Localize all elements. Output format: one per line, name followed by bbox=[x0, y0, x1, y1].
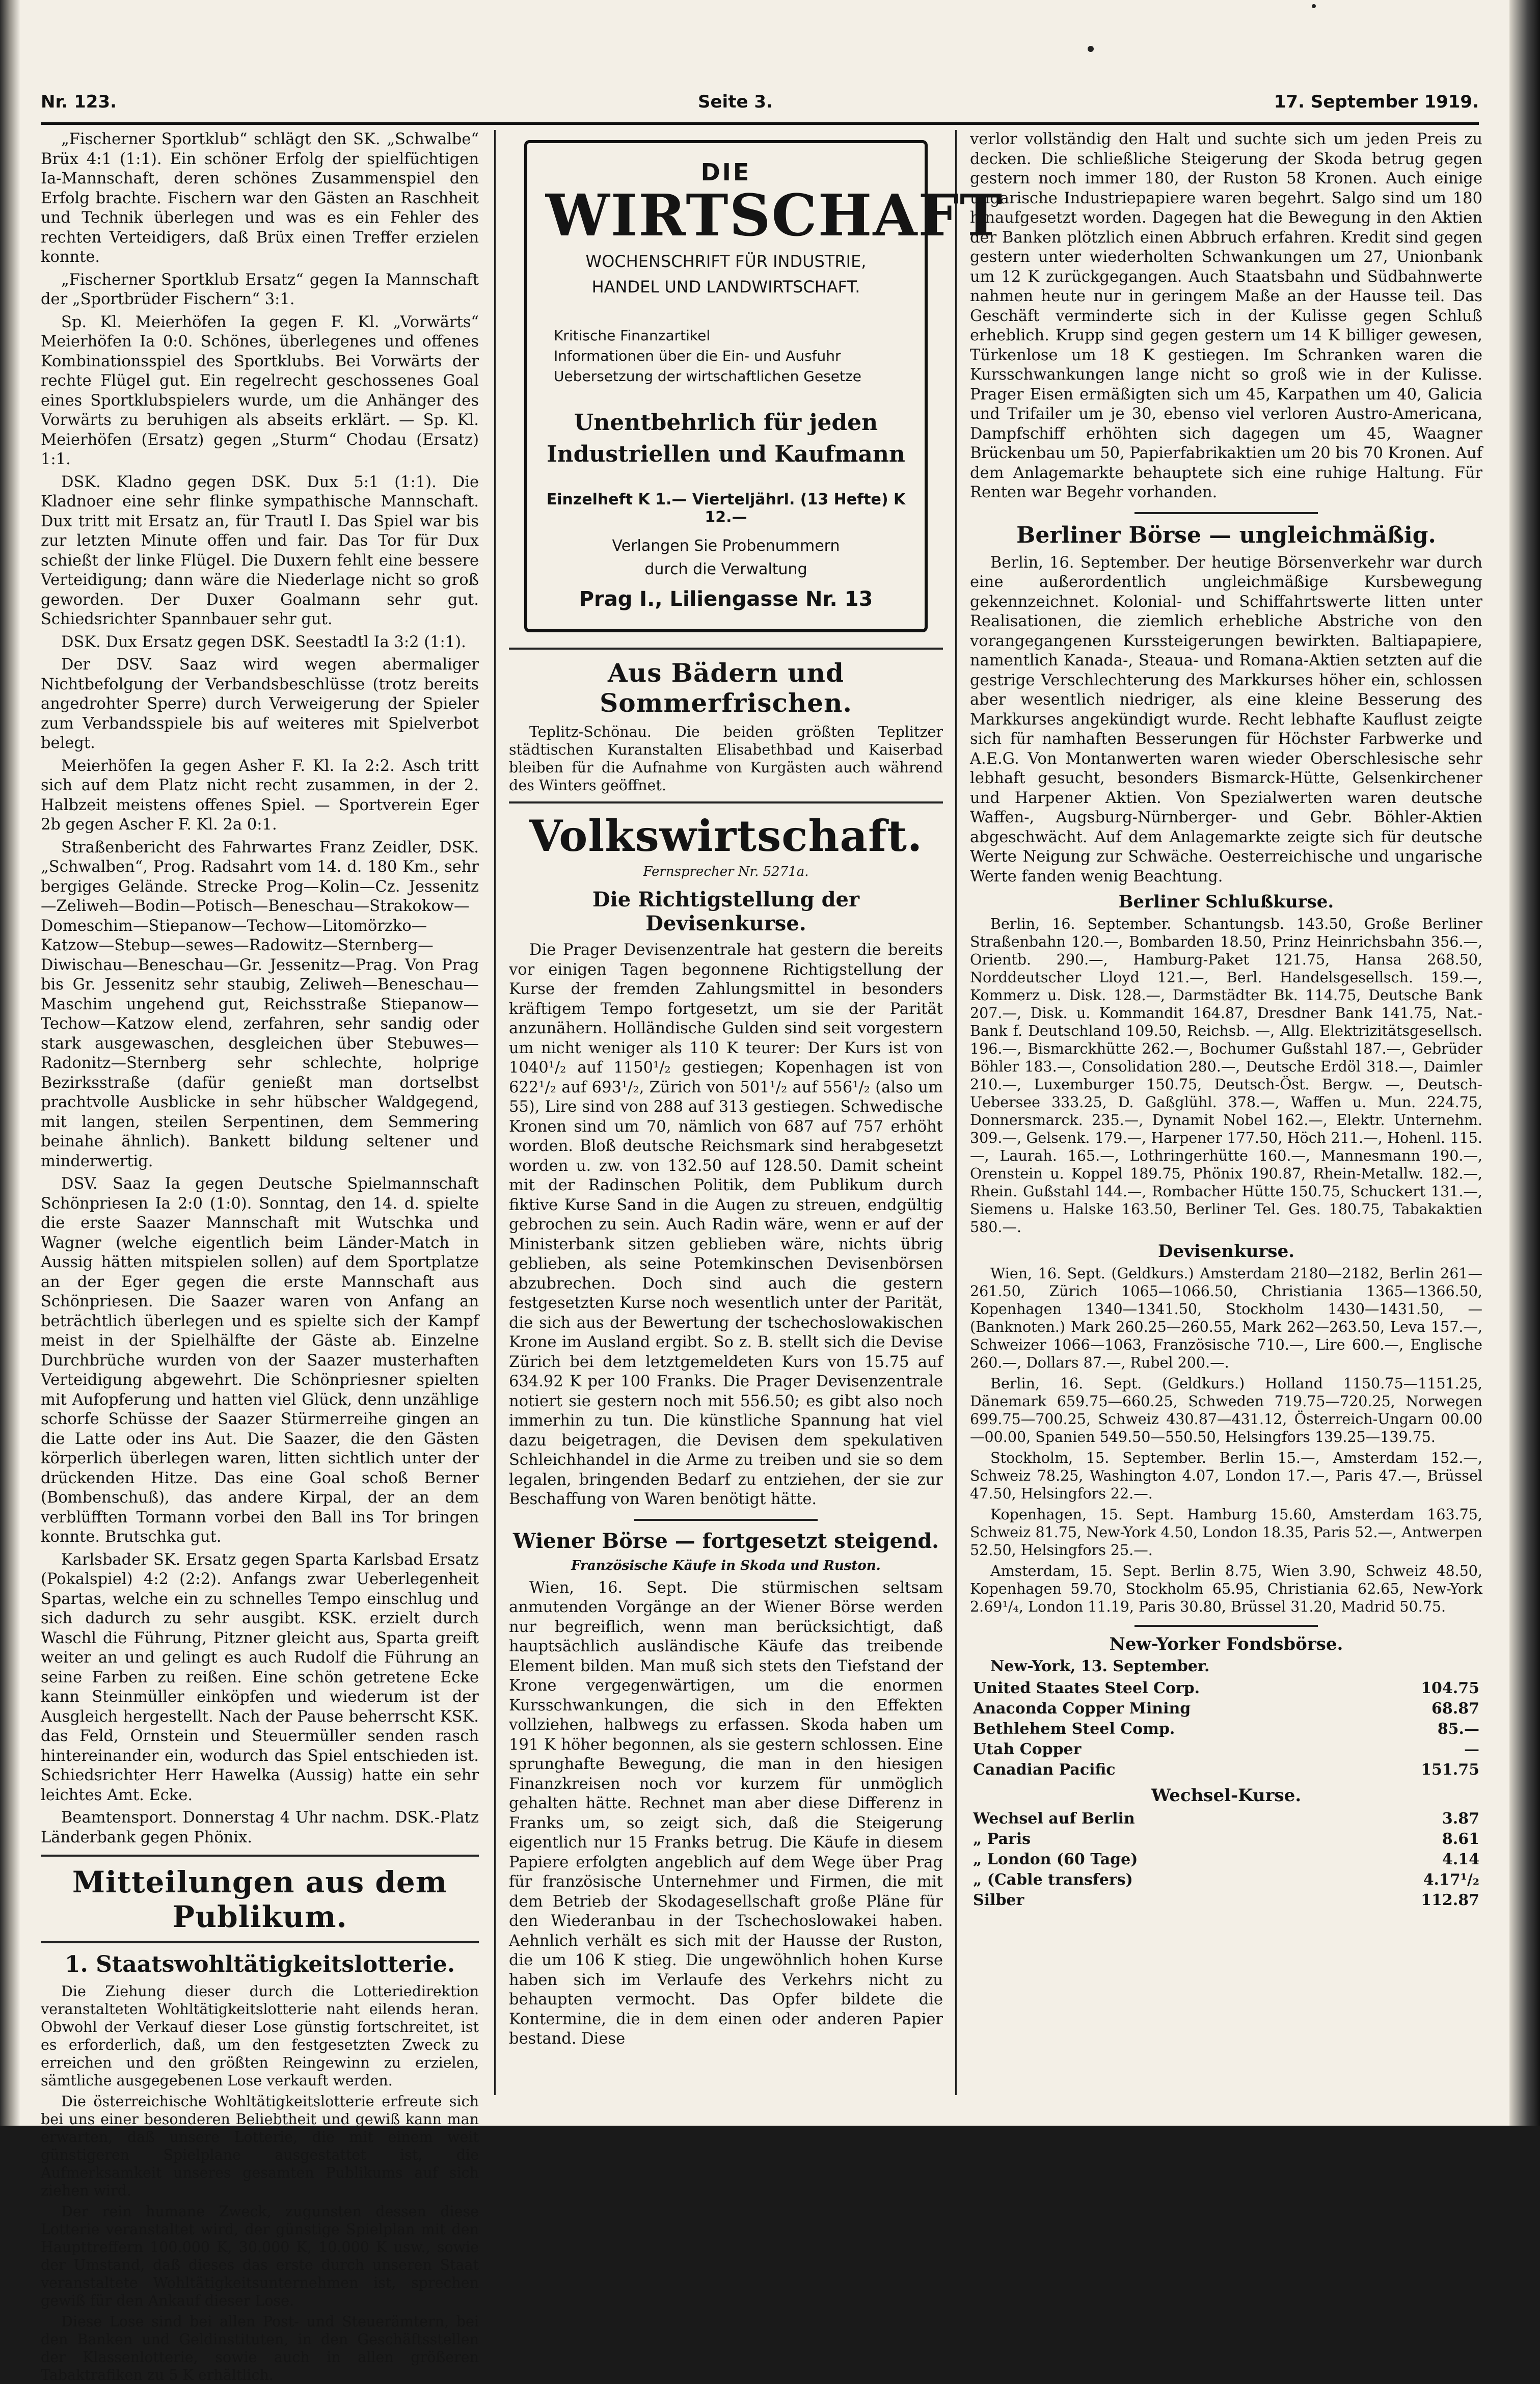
ad-order: durch die Verwaltung bbox=[644, 560, 807, 578]
stock-value: 104.75 bbox=[1421, 1679, 1479, 1697]
ad-feature-list bbox=[554, 326, 906, 387]
lottery-title: 1. Staatswohltätigkeitslotterie. bbox=[64, 1951, 455, 1977]
scan-edge-right bbox=[1509, 0, 1540, 2126]
exchange-value: 4.17¹/₂ bbox=[1423, 1871, 1479, 1889]
header-rule bbox=[41, 122, 1479, 125]
exchange-name: Wechsel auf Berlin bbox=[973, 1810, 1135, 1828]
ad-title: WIRTSCHAFT bbox=[546, 182, 1004, 249]
exchange-name: „ London (60 Tage) bbox=[973, 1851, 1138, 1868]
table-row bbox=[970, 1850, 1482, 1870]
column-right bbox=[963, 130, 1482, 2095]
stock-value: 151.75 bbox=[1421, 1761, 1479, 1779]
section-title-schlusskurse: Berliner Schlußkurse. bbox=[1118, 892, 1334, 912]
section-rule bbox=[509, 648, 943, 650]
article-subtitle: Französische Käufe in Skoda und Ruston. bbox=[571, 1558, 881, 1573]
section-title-baeder: Aus Bädern und Sommerfrischen. bbox=[600, 658, 852, 718]
lottery-paragraph: Der rein humane Zweck, zugunsten dessen diese Lotterie veranstaltet wird, der günstige Spielplan mit den Haupttreffern 100.000 K, 30.000 K, 10.000 K usw., sowie der Umstand, daß dieses das erste durch unseren Staat veranstaltete Wohltätigkeitsunternehmen ist, sprechen gewiß für den Ankauf dieser Lose. bbox=[41, 2203, 479, 2309]
stock-name: Anaconda Copper Mining bbox=[973, 1700, 1191, 1718]
ad-address: Prag I., Liliengasse Nr. 13 bbox=[579, 587, 873, 611]
sport-report: Meierhöfen Ia gegen Asher F. Kl. Ia 2:2. Asch tritt sich auf dem Platz nicht recht zusammen, in der 2. Halbzeit meistens offenes Spiel. — Sportverein Eger 2b gegen Ascher F. Kl. 2a 0:1. bbox=[41, 757, 479, 834]
column-left bbox=[41, 130, 489, 2383]
exchange-table bbox=[970, 1809, 1482, 1911]
ad-price: Einzelheft K 1.— Vierteljährl. (13 Hefte) K 12.— bbox=[546, 491, 906, 526]
sport-report: „Fischerner Sportklub“ schlägt den SK. „Schwalbe“ Brüx 4:1 (1:1). Ein schöner Erfolg der spielfüchtigen Ia-Mannschaft, deren schönes Zusammenspiel den Erfolg brachte. Fischern war den Gästen an Raschheit und Technik überlegen und was es ein Fehler des rechten Verteidigers, daß Brüx einen Treffer erzielen konnte. bbox=[41, 130, 479, 266]
section-title-new-york: New-Yorker Fondsbörse. bbox=[1109, 1634, 1343, 1654]
page-number: Seite 3. bbox=[698, 92, 773, 112]
scan-edge-left bbox=[0, 0, 20, 2126]
ink-speck bbox=[1312, 4, 1316, 8]
match-report-karlsbad: Karlsbader SK. Ersatz gegen Sparta Karlsbad Ersatz (Pokalspiel) 4:2 (2:2). Anfangs zwar Ueberlegenheit Spartas, welche ein zu schnelles Tempo einschlug und sich dadurch zu sehr ausgibt. KSK. erzielt durch Waschl die Führung, Pitzner gleicht aus, Sparta greift weiter an und gelingt es auch Rudolf die Führung an seine Farben zu reißen. Eine schön getretene Ecke kann Steinmüller einköpfen und wiederum ist der Ausgleich hergestellt. Nach der Pause beherrscht KSK. das Feld, Ornstein und Steuermüller senden rasch hintereinander ein, wodurch das Spiel entschieden ist. Schiedsrichter Herr Hawelka (Aussig) hatte ein sehr leichtes Amt. Ecke. bbox=[41, 1550, 479, 1804]
sport-report: „Fischerner Sportklub Ersatz“ gegen Ia Mannschaft der „Sportbrüder Fischern“ 3:1. bbox=[41, 271, 479, 308]
exchange-value: 112.87 bbox=[1421, 1891, 1479, 1909]
official-sport-notice: Beamtensport. Donnerstag 4 Uhr nachm. DSK.-Platz Länderbank gegen Phönix. bbox=[41, 1809, 479, 1846]
ad-feature: Kritische Finanzartikel bbox=[554, 327, 711, 344]
section-rule bbox=[1134, 1625, 1318, 1627]
advertisement-wirtschaft bbox=[524, 140, 1004, 632]
ink-speck bbox=[1088, 46, 1094, 52]
table-row bbox=[970, 1699, 1482, 1719]
stock-name: Bethlehem Steel Comp. bbox=[973, 1720, 1175, 1738]
exchange-rates: Amsterdam, 15. Sept. Berlin 8.75, Wien 3.90, Schweiz 48.50, Kopenhagen 59.70, Stockholm 65.95, Christiania 62.65, New-York 2.69¹/₄, London 11.19, Paris 30.80, Brüssel 31.20, Madrid 50.75. bbox=[970, 1563, 1482, 1615]
exchange-rates: Stockholm, 15. September. Berlin 15.—, Amsterdam 152.—, Schweiz 78.25, Washington 4.07, London 17.—, Paris 47.—, Brüssel 47.50, Helsingfors 22.—. bbox=[970, 1450, 1482, 1502]
article-paragraph: Wien, 16. Sept. Die stürmischen seltsam anmutenden Vorgänge an der Wiener Börse werden nur begreiflich, wenn man berücksichtigt, daß hauptsächlich ausländische Käufe das treibende Element bilden. Man muß sich stets den Tiefstand der Krone vergegenwärtigen, um die enormen Kursschwankungen, die sich in den Effekten vollziehen, halbwegs zu erfassen. Skoda haben um 191 K höher begonnen, als sie gestern schlossen. Eine sprunghafte Bewegung, die man in den hiesigen Finanzkreisen noch vor kurzem für unmöglich gehalten hätte. Rechnet man aber diese Differenz in Franks um, so zeigt sich, daß die Steigerung eigentlich nur 15 Franks betrug. Die Käufe in diesem Papiere erfolgten angeblich auf dem Wege über Prag für französische Unternehmer und Firmen, die mit dem Betrieb der Skodagesellschaft große Pläne für den Wiederanbau in der Tschechoslowakei haben. Aehnlich verhält es sich mit der Hausse der Ruston, die um 106 K stieg. Die ungewöhnlich hohen Kurse haben sich im Verlaufe des Verkehrs nicht zu behaupten vermocht. Das Opfer bildete die Kontermine, die in dem einen oder anderen Papier bestand. Diese bbox=[509, 1578, 943, 2048]
section-title-devisenkurse: Devisenkurse. bbox=[1157, 1241, 1295, 1262]
stock-value: 85.— bbox=[1437, 1720, 1479, 1738]
section-title-wechselkurse: Wechsel-Kurse. bbox=[1151, 1785, 1302, 1806]
table-row bbox=[970, 1890, 1482, 1911]
exchange-name: Silber bbox=[973, 1891, 1024, 1909]
match-report-saaz: DSV. Saaz Ia gegen Deutsche Spielmannschaft Schönpriesen Ia 2:0 (1:0). Sonntag, den 14. d. spielte die erste Saazer Mannschaft mit Wutschka und Wagner (welche eigentlich beim Länder-Match in Aussig hätten mitspielen sollen) auf dem Sportplatze an der Eger gegen die erste Mannschaft aus Schönpriesen. Die Saazer waren von Anfang an beträchtlich überlegen und es spielte sich der Kampf meist in der Spielhälfte der Gäste ab. Einzelne Durchbrüche wurden von der Saazer musterhaften Verteidigung abgewehrt. Die Schönpriesner spielten mit Aufopferung und hatten viel Glück, denn unzählige schorfe Schüsse der Saazer Stürmerreihe gingen an die Latte oder ins Aut. Die Saazer, die den Gästen körperlich überlegen waren, litten sichtlich unter der drückenden Hitze. Das eine Goal schoß Berner (Bombenschuß), das andere Kirpal, der an dem verblüfften Tormann vorbei den Ball ins Tor bringen konnte. Brutschka gut. bbox=[41, 1175, 479, 1546]
column-divider bbox=[494, 130, 496, 2095]
dateline: New-York, 13. September. bbox=[990, 1657, 1210, 1675]
road-report: Straßenbericht des Fahrwartes Franz Zeidler, DSK. „Schwalben“, Prog. Radsahrt vom 14. d. 180 Km., sehr bergiges Gelände. Strecke Prog—Kolin—Cz. Jessenitz—Zeliweh—Bodin—Potisch—Beneschau—Strakokow—Domeschim—Stiepanow—Techow—Litomörzko—Katzow—Stebup—sewes—Radowitz—Sternberg—Diwischau—Beneschau—Gr. Jessenitz—Prag. Von Prag bis Gr. Jessenitz sehr staubig, Zeliweh—Beneschau—Maschim ungehend gut, Reichsstraße Stiepanow—Techow—Katzow elend, zerfahren, sehr sandig oder stark ausgewaschen, desgleichen über Stebuwes—Radonitz—Sternberg sehr schlechte, holprige Bezirksstraße (dafür genießt man dortselbst prachtvolle Ausblicke in sehr hübscher Waldgegend, mit langen, steilen Serpentinen, dem Semmering beinahe ähnlich). Bankett bildung seltener und minderwertig. bbox=[41, 838, 479, 1170]
lottery-paragraph: Die Ziehung dieser durch die Lotteriedirektion veranstalteten Wohltätigkeitslotterie naht eilends heran. Obwohl der Verkauf dieser Lose günstig fortschreitet, ist es erforderlich, daß, um den festgesetzten Zweck zu erreichen und den größten Reingewinn zu erzielen, sämtliche ausgegebenen Lose verkauft werden. bbox=[41, 1983, 479, 2089]
table-row bbox=[970, 1809, 1482, 1829]
article-continuation: verlor vollständig den Halt und suchte sich um jeden Preis zu decken. Die schließliche Steigerung der Skoda betrug gegen gestern noch immer 180, der Ruston 58 Kronen. Auch einige ungarische Industriepapiere waren begehrt. Salgo sind um 180 hinaufgesetzt worden. Dagegen hat die Bewegung in den Aktien der Banken plötzlich einen Abbruch erfahren. Kredit sind gegen gestern unter wiederholten Schwankungen um 27, Unionbank um 12 K zurückgegangen. Auch Staatsbahn und Südbahnwerte nahmen heute nur in geringem Maße an der Hausse teil. Das Geschäft verminderte sich in der Kulisse gegen Schluß erheblich. Krupp sind gegen gestern um 14 K billiger gewesen, Türkenlose um 18 K gestiegen. Im Schranken waren die Kursschwankungen lange nicht so groß wie in der Kulisse. Prager Eisen ermäßigten sich um 45, Karpathen um 40, Galicia und Trifailer um je 30, ebenso viel verloren Austro-Americana, Dampfschiff erhöhten sich dagegen um 45, Waagner Brückenbau um 50, Papierfabrikaktien um 20 bis 70 Kronen. Auf dem Anlagemarkte behauptete sich eine ruhige Haltung. Für Renten war Begehr vorhanden. bbox=[970, 130, 1482, 501]
ad-slogan: Unentbehrlich für jeden Industriellen und Kaufmann bbox=[547, 410, 905, 467]
ad-die: DIE bbox=[700, 158, 751, 186]
ad-subtitle: WOCHENSCHRIFT FÜR INDUSTRIE, bbox=[585, 252, 867, 271]
article-title-devisen: Die Richtigstellung der Devisenkurse. bbox=[592, 888, 860, 935]
sport-report: Sp. Kl. Meierhöfen Ia gegen F. Kl. „Vorwärts“ Meierhöfen Ia 0:0. Schönes, überlegenes und offenes Kombinationsspiel des Sportklubs. Bei Vorwärts der rechte Flügel gut. Ein regelrecht geschossenes Goal eines Sportklubspielers wurde, um die Anhänger des Vorwärts zu beruhigen als abseits erklärt. — Sp. Kl. Meierhöfen (Ersatz) gegen „Sturm“ Chodau (Ersatz) 1:1. bbox=[41, 313, 479, 468]
ad-order: Verlangen Sie Probenummern bbox=[612, 537, 840, 555]
stock-name: United Staates Steel Corp. bbox=[973, 1679, 1200, 1697]
stock-name: Utah Copper bbox=[973, 1740, 1082, 1758]
table-row bbox=[970, 1739, 1482, 1760]
stock-name: Canadian Pacific bbox=[973, 1761, 1116, 1779]
exchange-value: 8.61 bbox=[1442, 1830, 1479, 1848]
table-row bbox=[970, 1719, 1482, 1739]
stock-value: 68.87 bbox=[1431, 1700, 1479, 1718]
baeder-notice: Teplitz-Schönau. Die beiden größten Teplitzer städtischen Kuranstalten Elisabethbad und Kaiserbad bleiben für die Aufnahme von Kurgästen auch während des Winters geöffnet. bbox=[509, 724, 943, 794]
sport-report: Der DSV. Saaz wird wegen abermaliger Nichtbefolgung der Verbandsbeschlüsse (trotz bereits angedrohter Sperre) durch Verweigerung der Spieler zum Verbandsspiele bis auf weiteres mit Spielverbot belegt. bbox=[41, 656, 479, 752]
section-rule bbox=[41, 1941, 479, 1943]
lottery-paragraph: Diese Lose sind bei allen Post- und Steuerämtern, bei den Banken und Geldinstituten, in den Geschäftsstellen der Klassenlotterie, sowie auch in allen größeren Tabaktrafiken zu 5 K erhältlich. bbox=[41, 2313, 479, 2383]
section-rule bbox=[1134, 512, 1318, 514]
table-row bbox=[970, 1829, 1482, 1850]
issue-date: 17. September 1919. bbox=[1274, 92, 1479, 112]
article-title-wiener-boerse: Wiener Börse — fortgesetzt steigend. bbox=[512, 1529, 939, 1553]
exchange-name: „ Paris bbox=[973, 1830, 1031, 1848]
exchange-name: „ (Cable transfers) bbox=[973, 1871, 1133, 1889]
sport-report: DSK. Dux Ersatz gegen DSK. Seestadtl Ia 3:2 (1:1). bbox=[61, 633, 466, 651]
page-header bbox=[41, 92, 1479, 122]
table-row bbox=[970, 1760, 1482, 1780]
exchange-rates: Berlin, 16. Sept. (Geldkurs.) Holland 1150.75—1151.25, Dänemark 659.75—660.25, Schweden 719.75—720.25, Norwegen 699.75—700.25, Schweiz 430.87—431.12, Österreich-Ungarn 00.00—00.00, Spanien 549.50—550.50, Helsingfors 139.25—139.75. bbox=[970, 1375, 1482, 1445]
article-title-berliner-boerse: Berliner Börse — ungleichmäßig. bbox=[1016, 522, 1436, 548]
sport-report: DSK. Kladno gegen DSK. Dux 5:1 (1:1). Die Kladnoer eine sehr flinke sympathische Mannschaft. Dux tritt mit Ersatz an, für Trautl I. Das Spiel war bis zur letzten Minute offen und fair. Das Tor für Dux schießt der linke Flügel. Die Duxern fehlt eine bessere Verteidigung; dann wäre die Niederlage nicht so groß geworden. Der Duxer Goalmann sehr gut. Schiedsrichter Spannbauer sehr gut. bbox=[41, 473, 479, 628]
section-rule bbox=[509, 801, 943, 803]
closing-prices: Berlin, 16. September. Schantungsb. 143.50, Große Berliner Straßenbahn 120.—, Bombarden 18.50, Prinz Heinrichsbahn 356.—, Orientb. 290.—, Hamburg-Paket 121.75, Hansa 268.50, Norddeutscher Lloyd 121.—, Berl. Handelsgesellsch. 159.—, Kommerz u. Disk. 128.—, Darmstädter Bk. 114.75, Deutsche Bank 207.—, Disk. u. Kommandit 164.87, Dresdner Bank 141.75, Nat.-Bank f. Deutschland 109.50, Reichsb. —, Allg. Elektrizitätsgesellsch. 196.—, Bismarckhütte 262.—, Bochumer Gußstahl 187.—, Gebrüder Böhler 183.—, Consolidation 280.—, Deutsche Erdöl 318.—, Daimler 210.—, Luxemburger 150.75, Deutsch-Öst. Bergw. —, Deutsch-Uebersee 333.25, D. Gaßglühl. 378.—, Waffen u. Mun. 224.75, Donnersmarck. 235.—, Dynamit Nobel 162.—, Elektr. Unternehm. 309.—, Gelsenk. 179.—, Harpener 177.50, Höch 211.—, Hohenl. 115.—, Laurah. 165.—, Lothringerhütte 160.—, Mannesmann 190.—, Orenstein u. Koppel 189.75, Phönix 190.87, Rhein-Metallw. 182.—, Rhein. Gußstahl 144.—, Rombacher Hütte 150.75, Schuckert 131.—, Siemens u. Halske 163.50, Berliner Tel. Ges. 180.75, Tabakaktien 580.—. bbox=[970, 916, 1482, 1236]
phone-number: Fernsprecher Nr. 5271a. bbox=[643, 864, 809, 879]
section-rule bbox=[634, 1519, 818, 1521]
issue-number: Nr. 123. bbox=[41, 92, 117, 112]
section-title-volkswirtschaft: Volkswirtschaft. bbox=[529, 811, 923, 861]
ad-feature: Informationen über die Ein- und Ausfuhr bbox=[554, 347, 841, 364]
exchange-rates: Wien, 16. Sept. (Geldkurs.) Amsterdam 2180—2182, Berlin 261—261.50, Zürich 1065—1066.50, Christiania 1365—1366.50, Kopenhagen 1340—1341.50, Stockholm 1430—1431.50, — (Banknoten.) Mark 260.25—260.55, Mark 262—263.50, Leva 157.—, Schweizer 1066—1063, Französische 710.—, Lire 600.—, Englische 260.—, Dollars 87.—, Rubel 200.—. bbox=[970, 1265, 1482, 1371]
article-paragraph: Berlin, 16. September. Der heutige Börsenverkehr war durch eine außerordentlich ungleichmäßige Kursbewegung gekennzeichnet. Kolonial- und Schiffahrtswerte litten unter Realisationen, die ziemlich erhebliche Abstriche von den vorangegangenen Kurssteigerungen bewirkten. Baltiapapiere, namentlich Kanada-, Steaua- und Romana-Aktien setzten auf die gestrige Verschlechterung des Markkurses höher ein, schlossen aber wesentlich niedriger, als eine kleine Besserung des Markkurses angekündigt wurde. Recht lebhafte Kauflust zeigte sich für namhaften Besserungen für Höchster Farbwerke und A.E.G. Von Montanwerten waren wieder Oberschlesische sehr lebhaft gesucht, besonders Bismarck-Hütte, Gelsenkirchener und Harpener Aktien. Von Spezialwerten waren deutsche Waffen-, Augsburg-Nürnberger- und Gebr. Böhler-Aktien abgeschwächt. Auf dem Anlagemarkte zeigte sich für deutsche Werte Neigung zur Schwäche. Oesterreichische und ungarische Werte fanden wenig Beachtung. bbox=[970, 553, 1482, 886]
section-rule bbox=[41, 1855, 479, 1857]
exchange-rates: Kopenhagen, 15. Sept. Hamburg 15.60, Amsterdam 163.75, Schweiz 81.75, New-York 4.50, London 18.35, Paris 52.—, Antwerpen 52.50, Helsingfors 25.—. bbox=[970, 1506, 1482, 1559]
ny-stock-table bbox=[970, 1678, 1482, 1780]
section-title-mitteilungen: Mitteilungen aus dem Publikum. bbox=[72, 1865, 448, 1934]
stock-value: — bbox=[1464, 1740, 1479, 1758]
column-divider bbox=[955, 130, 957, 2095]
ad-subtitle: HANDEL UND LANDWIRTSCHAFT. bbox=[591, 277, 860, 297]
article-paragraph: Die Prager Devisenzentrale hat gestern die bereits vor einigen Tagen begonnene Richtigstellung der Kurse der fremden Zahlungsmittel in besonders kräftigem Tempo fortgesetzt, um sie der Parität anzunähern. Holländische Gulden sind seit vorgestern um nicht weniger als 110 K teurer: Der Kurs ist von 1040¹/₂ auf 1150¹/₂ gestiegen; Kopenhagen ist von 622¹/₂ auf 693¹/₂, Zürich von 501¹/₂ auf 556¹/₂ (also um 55), Lire sind von 288 auf 313 gestiegen. Schwedische Kronen sind um 70, nämlich von 687 auf 757 erhöht worden. Bloß deutsche Reichsmark sind herabgesetzt worden u. zw. von 132.50 auf 128.50. Damit scheint mit der Radinschen Politik, dem Publikum durch fiktive Kurse Sand in die Augen zu streuen, endgültig gebrochen zu sein. Auch Radin wäre, wenn er auf der Ministerbank sitzen geblieben wäre, nichts übrig geblieben, als seine Potemkinschen Devisenbörsen abzubrechen. Doch sind auch die gestern festgesetzten Kurse noch wesentlich unter der Parität, die sich aus der Bewertung der tschechoslowakischen Krone im Ausland ergibt. So z. B. stellt sich die Devise Zürich bei dem letztgemeldeten Kurs von 15.75 auf 634.92 K per 100 Franks. Die Prager Devisenzentrale notiert sie gestern noch mit 556.50; es gibt also noch immerhin zu tun. Die künstliche Spannung hat viel dazu beigetragen, die Devisen dem spekulativen Schleichhandel in die Arme zu treiben und sie so dem legalen, bringenden Bedarf zu entziehen, der sie zur Beschaffung von Waren benötigt hätte. bbox=[509, 941, 943, 1508]
exchange-value: 4.14 bbox=[1442, 1851, 1479, 1868]
table-row bbox=[970, 1870, 1482, 1890]
exchange-value: 3.87 bbox=[1442, 1810, 1479, 1828]
table-row bbox=[970, 1678, 1482, 1699]
lottery-paragraph: Die österreichische Wohltätigkeitslotterie erfreute sich bei uns einer besonderen Beliebtheit und gewiß kann man erwarten, daß unsere Lotterie, die mit einem weit günstigeren Spielplane ausgestattet ist, die Aufmerksamkeit unseres gesamten Publikums auf sich ziehen wird. bbox=[41, 2093, 479, 2199]
ad-feature: Uebersetzung der wirtschaftlichen Gesetze bbox=[554, 368, 861, 385]
